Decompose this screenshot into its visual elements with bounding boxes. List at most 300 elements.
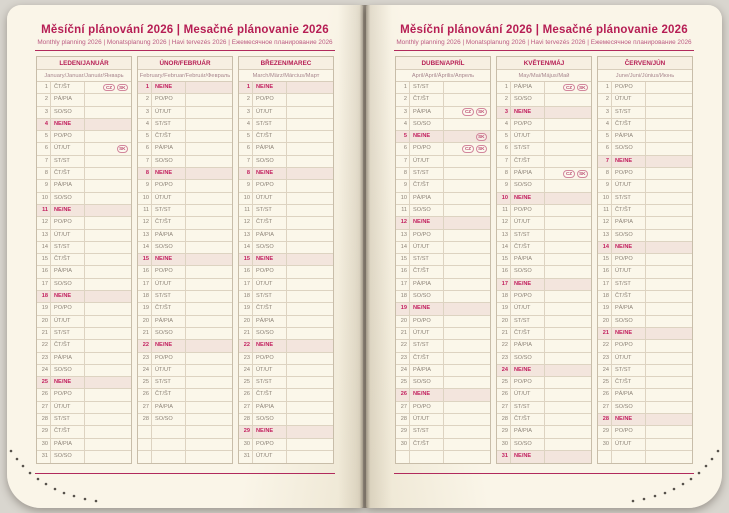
day-number: 24 [598,365,612,376]
day-number: 10 [396,193,410,204]
month-name-header: KVĚTEN/MÁJ [497,57,591,70]
day-abbrev: ST/ST [410,426,444,437]
notes-cell [444,230,490,241]
day-row [239,365,333,377]
notes-cell [287,316,333,327]
day-abbrev: SO/SO [612,402,646,413]
day-abbrev: ČT/ŠT [612,119,646,130]
day-row [598,156,692,168]
notes-cell [287,426,333,437]
day-abbrev: SO/SO [612,316,646,327]
notes-cell [545,328,591,339]
holiday-badge-cz: CZ [462,145,473,153]
day-row [138,365,232,377]
notes-cell [85,328,131,339]
day-number: 5 [37,131,51,142]
notes-cell [646,180,692,191]
day-abbrev: ČT/ŠT [253,131,287,142]
day-number: 27 [37,402,51,413]
day-number: 7 [497,156,511,167]
day-row [37,426,131,438]
day-number: 15 [598,254,612,265]
day-abbrev: ČT/ŠT [410,266,444,277]
day-abbrev: PO/PO [51,303,85,314]
notes-cell [545,279,591,290]
day-row [138,389,232,401]
notes-cell [646,303,692,314]
notes-cell [646,82,692,93]
day-row [497,377,591,389]
day-abbrev: PÁ/PIA [511,340,545,351]
day-abbrev: SO/SO [51,107,85,118]
notes-cell [646,217,692,228]
notes-cell [545,217,591,228]
day-number: 13 [138,230,152,241]
notes-cell [186,414,232,425]
day-abbrev: PO/PO [152,353,186,364]
day-abbrev: NE/NE [253,168,287,179]
day-row [396,156,490,168]
day-abbrev: NE/NE [511,279,545,290]
day-row [239,119,333,131]
notes-cell [85,217,131,228]
day-abbrev: SO/SO [51,451,85,463]
day-row [37,389,131,401]
day-row [396,230,490,242]
notes-cell [186,340,232,351]
day-row [396,242,490,254]
day-abbrev: ÚT/UT [511,217,545,228]
day-number: 9 [138,180,152,191]
day-row [598,328,692,340]
day-row [37,107,131,119]
notes-cell [545,119,591,130]
notes-cell [545,340,591,351]
day-abbrev: ST/ST [410,254,444,265]
day-abbrev: PÁ/PIA [51,180,85,191]
day-number: 8 [598,168,612,179]
day-row [598,107,692,119]
day-abbrev: PÁ/PIA [612,303,646,314]
notes-cell [186,316,232,327]
day-abbrev: PÁ/PIA [410,193,444,204]
notes-cell [646,242,692,253]
notes-cell [444,254,490,265]
notes-cell [646,291,692,302]
notes-cell [545,402,591,413]
day-row [396,193,490,205]
notes-cell [545,389,591,400]
day-abbrev: PÁ/PIA [152,143,186,154]
day-abbrev: NE/NE [253,82,287,93]
day-row [37,266,131,278]
day-number: 22 [37,340,51,351]
day-number: 6 [138,143,152,154]
notes-cell [287,389,333,400]
day-number: 10 [239,193,253,204]
day-number: 7 [396,156,410,167]
day-number: 18 [37,291,51,302]
day-number: 10 [598,193,612,204]
notes-cell [545,426,591,437]
day-number: 13 [37,230,51,241]
day-number: 10 [138,193,152,204]
notes-cell [186,303,232,314]
page-left [7,5,363,508]
day-abbrev: ČT/ŠT [51,426,85,437]
day-abbrev: ČT/ŠT [410,94,444,105]
day-abbrev [152,451,186,463]
day-abbrev: ST/ST [410,340,444,351]
day-number: 18 [497,291,511,302]
day-row [239,353,333,365]
day-row [138,156,232,168]
day-row [396,377,490,389]
notes-cell [186,168,232,179]
day-abbrev: PÁ/PIA [511,426,545,437]
day-row [37,303,131,315]
notes-cell [186,266,232,277]
day-abbrev: NE/NE [511,193,545,204]
day-row [138,230,232,242]
day-row [598,340,692,352]
notes-cell [545,451,591,463]
day-number: 2 [37,94,51,105]
day-row [396,254,490,266]
day-abbrev: SO/SO [152,414,186,425]
notes-cell [646,340,692,351]
notes-cell [186,230,232,241]
day-row [497,205,591,217]
notes-cell [545,254,591,265]
day-row [598,414,692,426]
day-abbrev: ČT/ŠT [511,414,545,425]
day-number: 13 [497,230,511,241]
day-abbrev: PO/PO [253,439,287,450]
day-row [497,156,591,168]
day-row [37,180,131,192]
notes-cell [444,377,490,388]
day-row [239,82,333,94]
notes-cell [646,156,692,167]
day-number: 31 [37,451,51,463]
notes-cell [85,230,131,241]
day-abbrev: ST/ST [511,230,545,241]
day-number: 24 [37,365,51,376]
day-row [138,131,232,143]
day-abbrev: NE/NE [410,131,444,142]
day-row [239,205,333,217]
day-number: 1 [598,82,612,93]
notes-cell [444,143,490,154]
notes-cell [444,279,490,290]
day-number: 4 [37,119,51,130]
notes-cell [545,230,591,241]
notes-cell [545,316,591,327]
day-abbrev: ÚT/UT [253,365,287,376]
notes-cell [85,205,131,216]
day-abbrev: PO/PO [152,266,186,277]
day-abbrev: SO/SO [253,414,287,425]
day-abbrev: ÚT/UT [612,180,646,191]
day-abbrev: ST/ST [511,402,545,413]
day-abbrev: PO/PO [410,143,444,154]
day-abbrev: ČT/ŠT [51,82,85,93]
page-right [366,5,722,508]
day-row [37,82,131,94]
day-row [598,316,692,328]
day-number: 8 [396,168,410,179]
day-abbrev: PO/PO [253,94,287,105]
day-row [396,426,490,438]
day-number: 29 [37,426,51,437]
day-row [239,340,333,352]
day-row [396,279,490,291]
day-number: 12 [396,217,410,228]
notes-cell [444,426,490,437]
day-row [497,180,591,192]
day-abbrev: ČT/ŠT [253,217,287,228]
notes-cell [85,303,131,314]
day-row [396,402,490,414]
day-row [396,389,490,401]
day-number: 2 [598,94,612,105]
notes-cell [287,143,333,154]
day-number: 30 [239,439,253,450]
notes-cell [85,414,131,425]
day-number: 10 [497,193,511,204]
day-abbrev: PO/PO [511,205,545,216]
day-row [138,119,232,131]
day-number: 17 [138,279,152,290]
day-row [239,156,333,168]
day-row [598,205,692,217]
day-row [37,156,131,168]
day-number: 29 [598,426,612,437]
day-row [37,94,131,106]
notes-cell [85,426,131,437]
day-number: 30 [37,439,51,450]
day-number: 29 [239,426,253,437]
day-abbrev: ÚT/UT [253,193,287,204]
day-row [497,254,591,266]
day-abbrev: NE/NE [612,414,646,425]
day-abbrev: ST/ST [51,156,85,167]
page-subtitle: Monthly planning 2026 | Monatsplanung 2026 | Havi tervezés 2026 | Ежемесячное планирование 2026 [37,39,333,46]
month-rows [598,82,692,463]
day-abbrev: SO/SO [152,156,186,167]
day-row [138,94,232,106]
day-row [37,254,131,266]
day-row [598,279,692,291]
day-abbrev: PO/PO [253,353,287,364]
holiday-badge-cz: CZ [563,170,574,178]
day-row [396,217,490,229]
day-number: 29 [497,426,511,437]
day-row [138,107,232,119]
day-abbrev: PÁ/PIA [612,217,646,228]
day-number: 2 [497,94,511,105]
day-number: 23 [598,353,612,364]
day-abbrev: PO/PO [152,94,186,105]
day-abbrev: PÁ/PIA [51,439,85,450]
day-abbrev: ČT/ŠT [410,180,444,191]
day-abbrev: PÁ/PIA [253,230,287,241]
day-number: 21 [396,328,410,339]
months-grid-left [7,51,363,464]
notes-cell [444,180,490,191]
day-abbrev: PO/PO [612,254,646,265]
notes-cell [85,291,131,302]
notes-cell [186,119,232,130]
day-number: 1 [138,82,152,93]
day-number: 28 [598,414,612,425]
day-number: 5 [598,131,612,142]
day-abbrev: NE/NE [511,365,545,376]
day-number: 8 [138,168,152,179]
day-number: 28 [138,414,152,425]
notes-cell [287,402,333,413]
day-row [138,353,232,365]
day-row [396,180,490,192]
day-abbrev: SO/SO [410,119,444,130]
day-abbrev: ST/ST [152,205,186,216]
day-number: 21 [598,328,612,339]
day-row [37,131,131,143]
day-row [598,82,692,94]
day-number: 27 [497,402,511,413]
notes-cell [545,291,591,302]
day-abbrev: NE/NE [253,254,287,265]
notes-cell [287,340,333,351]
day-abbrev: NE/NE [51,377,85,388]
notes-cell [545,143,591,154]
notes-cell [287,377,333,388]
day-number: 25 [138,377,152,388]
notes-cell [444,414,490,425]
page-title: Měsíční plánování 2026 | Mesačné plánovanie 2026 [41,24,329,36]
notes-cell [444,303,490,314]
day-abbrev: SO/SO [511,180,545,191]
day-abbrev: ST/ST [152,291,186,302]
day-number: 9 [598,180,612,191]
day-number: 25 [497,377,511,388]
month-name-header: ČERVEN/JÚN [598,57,692,70]
day-number: 8 [239,168,253,179]
notes-cell [444,131,490,142]
day-number: 18 [396,291,410,302]
day-abbrev: ČT/ŠT [152,217,186,228]
notes-cell [646,365,692,376]
notes-cell [444,242,490,253]
day-row [598,389,692,401]
day-row [239,303,333,315]
day-number: 19 [396,303,410,314]
holiday-badge-sk: SK [577,170,588,178]
day-row [598,230,692,242]
day-row [396,131,490,143]
day-number: 16 [497,266,511,277]
day-row [239,180,333,192]
day-abbrev: SO/SO [152,242,186,253]
day-number: 19 [37,303,51,314]
notes-cell [444,402,490,413]
day-row [497,328,591,340]
day-abbrev: NE/NE [152,340,186,351]
day-number: 20 [396,316,410,327]
day-row [37,402,131,414]
day-abbrev: ÚT/UT [511,303,545,314]
notes-cell [545,414,591,425]
day-row [497,365,591,377]
day-number: 12 [239,217,253,228]
day-number: 24 [497,365,511,376]
notes-cell [545,82,591,93]
day-abbrev: ST/ST [253,291,287,302]
notes-cell [186,426,232,437]
day-row [37,242,131,254]
notes-cell [186,291,232,302]
notes-cell [444,217,490,228]
day-number: 28 [37,414,51,425]
notes-cell [545,266,591,277]
notes-cell [186,402,232,413]
day-abbrev: ÚT/UT [152,193,186,204]
day-number: 1 [37,82,51,93]
day-row [598,365,692,377]
day-abbrev: ST/ST [410,168,444,179]
day-abbrev: ST/ST [51,242,85,253]
months-grid-right [366,51,722,464]
day-number: 20 [239,316,253,327]
day-number: 2 [396,94,410,105]
day-row [37,340,131,352]
notes-cell [646,143,692,154]
day-row [598,254,692,266]
day-abbrev: SO/SO [253,242,287,253]
day-row [239,316,333,328]
day-number: 8 [497,168,511,179]
day-row [138,143,232,155]
day-abbrev: PÁ/PIA [410,107,444,118]
notes-cell [646,389,692,400]
day-number: 16 [598,266,612,277]
day-number: 16 [138,266,152,277]
day-abbrev: NE/NE [51,291,85,302]
day-abbrev: SO/SO [253,156,287,167]
day-abbrev: PO/PO [253,180,287,191]
day-row [396,365,490,377]
day-row [138,193,232,205]
day-row [598,303,692,315]
day-abbrev: ÚT/UT [511,131,545,142]
day-abbrev: PÁ/PIA [612,131,646,142]
day-number: 20 [37,316,51,327]
notes-cell [186,328,232,339]
notes-cell [545,242,591,253]
notes-cell [545,131,591,142]
day-row [37,230,131,242]
month-table [597,56,693,464]
day-abbrev: ÚT/UT [152,365,186,376]
day-abbrev: SO/SO [51,365,85,376]
day-number: 21 [239,328,253,339]
day-number: 15 [396,254,410,265]
day-abbrev: PO/PO [410,316,444,327]
page-title: Měsíční plánování 2026 | Mesačné plánovanie 2026 [400,24,688,36]
notes-cell [444,119,490,130]
day-number: 16 [37,266,51,277]
